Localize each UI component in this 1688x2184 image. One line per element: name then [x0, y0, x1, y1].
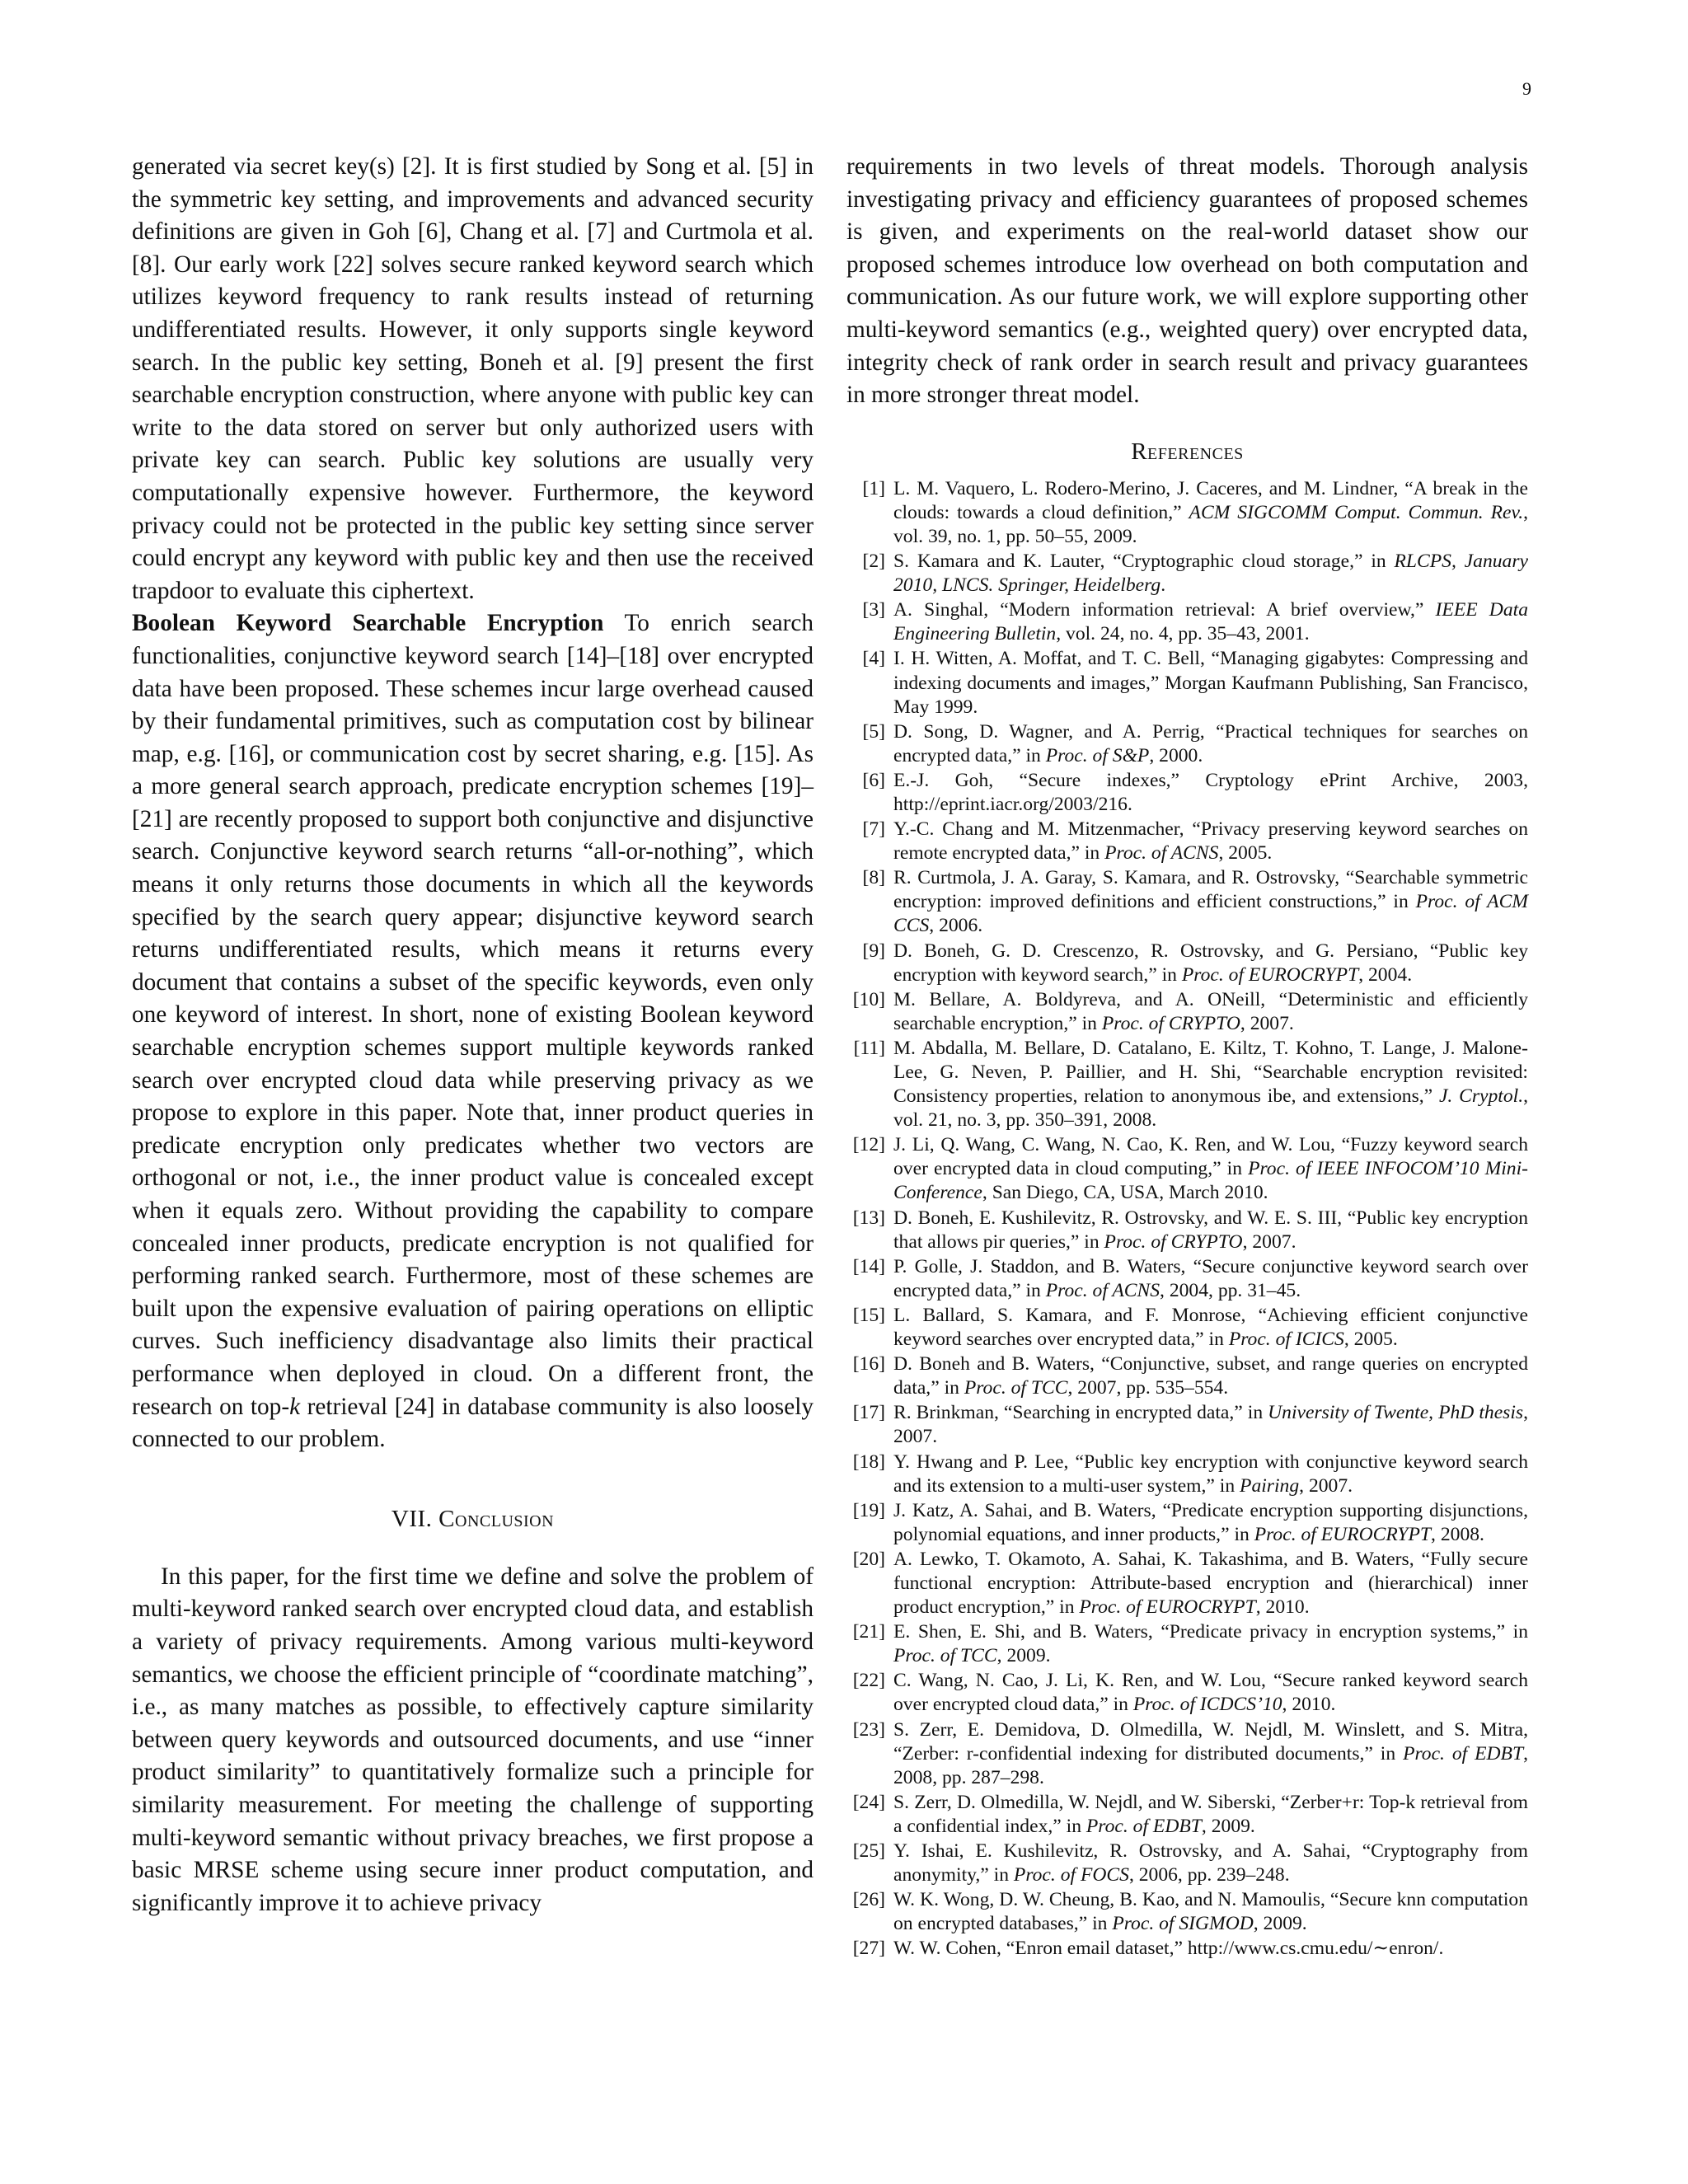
reference-text: [893, 720, 1528, 768]
reference-segment: , vol. 21, no. 3, pp. 350–391, 2008.: [893, 1085, 1529, 1132]
reference-item: [846, 720, 1528, 768]
reference-number: [22]: [852, 1670, 885, 1692]
reference-number: [25]: [852, 1840, 885, 1862]
reference-segment: E. Shen, E. Shi, and B. Waters, “Predicate privacy in encryption systems,” in: [893, 1621, 1528, 1643]
reference-venue: Proc. of ICDCS’10: [1132, 1694, 1282, 1716]
reference-venue: Proc. of EUROCRYPT: [1254, 1523, 1432, 1545]
reference-segment: R. Brinkman, “Searching in encrypted data,” in: [893, 1402, 1268, 1424]
reference-number: [21]: [852, 1621, 885, 1643]
reference-segment: A. Lewko, T. Okamoto, A. Sahai, K. Takashima, and B. Waters, “Fully secure functional encryption: Attribute-based encryption and (hierarchical) inner product encryption,” in: [893, 1548, 1528, 1619]
reference-segment: , 2005.: [1343, 1329, 1398, 1351]
reference-number: [4]: [862, 648, 885, 670]
reference-text: [893, 1451, 1528, 1498]
reference-item: [846, 1888, 1528, 1936]
reference-segment: , 2009.: [1253, 1913, 1307, 1935]
reference-venue: Proc. of IEEE INFOCOM’10 Mini-Conference: [893, 1158, 1528, 1204]
reference-segment: .: [1160, 574, 1166, 597]
reference-venue: Proc. of ICICS: [1228, 1329, 1344, 1351]
reference-item: [846, 550, 1528, 598]
reference-item: [846, 1037, 1528, 1132]
reference-text: [893, 818, 1528, 865]
reference-text: [893, 866, 1528, 938]
reference-segment: R. Curtmola, J. A. Garay, S. Kamara, and R. Ostrovsky, “Searchable symmetric encryption: improved definitions and efficient constructions,” in: [893, 867, 1528, 913]
reference-number: [17]: [852, 1402, 885, 1424]
reference-number: [13]: [852, 1207, 885, 1229]
reference-item: [846, 1499, 1528, 1547]
reference-segment: , 2004, pp. 31–45.: [1160, 1279, 1301, 1301]
reference-number: [5]: [862, 720, 885, 743]
reference-segment: S. Zerr, E. Demidova, D. Olmedilla, W. Nejdl, M. Winslett, and S. Mitra, “Zerber: r-confidential indexing for distributed documents,” in: [893, 1718, 1528, 1765]
section-title: Conclusion: [438, 1505, 555, 1532]
reference-segment: J. Katz, A. Sahai, and B. Waters, “Predicate encryption supporting disjunctions, polynomial equations, and inner products,” in: [893, 1499, 1528, 1545]
reference-text: [893, 477, 1528, 549]
reference-text: [893, 1207, 1528, 1254]
reference-text: [893, 1401, 1528, 1449]
reference-item: [846, 1255, 1528, 1303]
reference-text: [893, 940, 1528, 987]
reference-item: [846, 477, 1528, 549]
reference-venue: University of Twente, PhD thesis: [1268, 1402, 1524, 1424]
reference-venue: IEEE Data Engineering Bulletin: [893, 599, 1528, 645]
reference-venue: Proc. of EUROCRYPT: [1079, 1596, 1256, 1619]
reference-segment: , 2010.: [1255, 1596, 1310, 1619]
reference-segment: E.-J. Goh, “Secure indexes,” Cryptology ePrint Archive, 2003, http://eprint.iacr.org/2003/216.: [893, 769, 1528, 815]
reference-item: [846, 866, 1528, 938]
reference-segment: , 2005.: [1218, 842, 1273, 865]
left-column: [132, 151, 814, 1919]
reference-number: [10]: [852, 988, 885, 1010]
reference-text: [893, 769, 1528, 817]
reference-venue: Proc. of FOCS: [1013, 1864, 1129, 1886]
reference-text: [893, 550, 1528, 598]
reference-text: [893, 1548, 1528, 1619]
reference-item: [846, 1620, 1528, 1668]
reference-segment: , 2007.: [1242, 1230, 1296, 1253]
reference-text: [893, 1840, 1528, 1887]
reference-text: [893, 598, 1528, 646]
reference-segment: , 2008.: [1431, 1523, 1484, 1545]
reference-segment: W. K. Wong, D. W. Cheung, B. Kao, and N. Mamoulis, “Secure knn computation on encrypted databases,” in: [893, 1889, 1528, 1935]
reference-venue: ACM SIGCOMM Comput. Commun. Rev.: [1189, 501, 1524, 523]
reference-number: [16]: [852, 1353, 885, 1376]
reference-venue: Proc. of EUROCRYPT: [1181, 963, 1359, 986]
reference-venue: Proc. of EDBT: [1085, 1815, 1202, 1837]
reference-number: [15]: [852, 1304, 885, 1326]
reference-text: [893, 647, 1528, 719]
reference-list: [846, 477, 1528, 1961]
reference-text: [893, 1255, 1528, 1303]
reference-number: [18]: [852, 1451, 885, 1473]
references-heading: References: [1131, 438, 1244, 465]
reference-number: [6]: [862, 769, 885, 791]
reference-text: [893, 1888, 1528, 1936]
reference-text: [893, 988, 1528, 1036]
reference-segment: , vol. 24, no. 4, pp. 35–43, 2001.: [1056, 623, 1310, 645]
reference-number: [11]: [853, 1037, 885, 1059]
reference-segment: L. M. Vaquero, L. Rodero-Merino, J. Caceres, and M. Lindner, “A break in the clouds: towards a cloud definition,”: [893, 477, 1528, 523]
reference-venue: Proc. of ACM CCS: [893, 891, 1528, 937]
reference-text: [893, 1718, 1528, 1790]
reference-segment: , 2007.: [893, 1402, 1528, 1448]
reference-segment: W. W. Cohen, “Enron email dataset,” http://www.cs.cmu.edu/∼enron/.: [893, 1938, 1444, 1960]
related-work-paragraph: generated via secret key(s) [2]. It is first studied by Song et al. [5] in the symmetric key setting, and improvements and advanced security definitions are given in Goh [6], Chang et al. [7] and Curtmola et al. [8]. Our early work [22] solves secure ranked keyword search which utilizes keyword frequency to rank results instead of returning undifferentiated results. However, it only supports single keyword search. In the public key setting, Boneh et al. [9] present the first searchable encryption construction, where anyone with public key can write to the data stored on server but only authorized users with private key can search. Public key solutions are usually very computationally expensive however. Furthermore, the keyword privacy could not be protected in the public key setting since server could encrypt any keyword with public key and then use the received trapdoor to evaluate this ciphertext.: [132, 153, 814, 604]
reference-text: [893, 1352, 1528, 1400]
reference-text: [893, 1791, 1528, 1839]
reference-number: [23]: [852, 1718, 885, 1741]
reference-item: [846, 1451, 1528, 1498]
reference-number: [27]: [852, 1938, 885, 1960]
reference-item: [846, 940, 1528, 987]
reference-segment: , 2008, pp. 287–298.: [893, 1742, 1528, 1788]
reference-number: [24]: [852, 1791, 885, 1813]
reference-segment: , 2007.: [1240, 1012, 1294, 1034]
reference-number: [14]: [852, 1255, 885, 1277]
reference-segment: C. Wang, N. Cao, J. Li, K. Ren, and W. Lou, “Secure ranked keyword search over encrypted cloud data,” in: [893, 1670, 1528, 1716]
reference-text: [893, 1620, 1528, 1668]
reference-number: [7]: [862, 818, 885, 841]
reference-segment: D. Song, D. Wagner, and A. Perrig, “Practical techniques for searches on encrypted data,” in: [893, 720, 1528, 766]
reference-segment: , 2007.: [1299, 1474, 1353, 1497]
reference-segment: L. Ballard, S. Kamara, and F. Monrose, “Achieving efficient conjunctive keyword searches over encrypted data,” in: [893, 1304, 1528, 1351]
reference-segment: S. Zerr, D. Olmedilla, W. Nejdl, and W. Siberski, “Zerber+r: Top-k retrieval from a confidential index,” in: [893, 1791, 1528, 1837]
paragraph-title: Boolean Keyword Searchable Encryption: [132, 610, 604, 637]
reference-venue: Proc. of EDBT: [1403, 1742, 1524, 1765]
reference-segment: P. Golle, J. Staddon, and B. Waters, “Secure conjunctive keyword search over encrypted data,” in: [893, 1255, 1528, 1301]
reference-item: [846, 1352, 1528, 1400]
reference-text: [893, 1499, 1528, 1547]
reference-segment: D. Boneh, G. D. Crescenzo, R. Ostrovsky, and G. Persiano, “Public key encryption with keyword search,” in: [893, 940, 1528, 986]
reference-segment: , 2006, pp. 239–248.: [1128, 1864, 1290, 1886]
reference-segment: I. H. Witten, A. Moffat, and T. C. Bell, “Managing gigabytes: Compressing and indexing documents and images,” Morgan Kaufmann Publishing, San Francisco, May 1999.: [893, 648, 1528, 718]
reference-item: [846, 1937, 1528, 1961]
reference-item: [846, 1669, 1528, 1717]
reference-segment: Y.-C. Chang and M. Mitzenmacher, “Privacy preserving keyword searches on remote encrypted data,” in: [893, 818, 1528, 865]
reference-item: [846, 1548, 1528, 1619]
reference-venue: J. Cryptol.: [1438, 1085, 1524, 1108]
reference-segment: D. Boneh and B. Waters, “Conjunctive, subset, and range queries on encrypted data,” in: [893, 1353, 1528, 1399]
reference-segment: D. Boneh, E. Kushilevitz, R. Ostrovsky, and W. E. S. III, “Public key encryption that allows pir queries,” in: [893, 1207, 1528, 1253]
reference-venue: Proc. of S&P: [1045, 744, 1150, 766]
reference-item: [846, 988, 1528, 1036]
reference-item: [846, 1133, 1528, 1205]
reference-segment: , San Diego, CA, USA, March 2010.: [982, 1182, 1268, 1204]
reference-number: [8]: [862, 867, 885, 889]
reference-segment: Y. Ishai, E. Kushilevitz, R. Ostrovsky, and A. Sahai, “Cryptography from anonymity,” in: [893, 1840, 1528, 1886]
conclusion-continued: requirements in two levels of threat models. Thorough analysis investigating privacy and efficiency guarantees of proposed schemes is given, and experiments on the real-world dataset show our proposed schemes introduce low overhead on both computation and communication. As our future work, we will explore supporting other multi-keyword semantics (e.g., weighted query) over encrypted data, integrity check of rank order in search result and privacy guarantees in more stronger threat model.: [846, 153, 1528, 409]
reference-number: [26]: [852, 1889, 885, 1911]
reference-number: [12]: [852, 1134, 885, 1156]
reference-item: [846, 818, 1528, 865]
reference-venue: Proc. of SIGMOD: [1112, 1913, 1254, 1935]
reference-text: [893, 1304, 1528, 1352]
reference-segment: , 2009.: [996, 1645, 1051, 1667]
reference-segment: J. Li, Q. Wang, C. Wang, N. Cao, K. Ren, and W. Lou, “Fuzzy keyword search over encrypted data in cloud computing,” in: [893, 1134, 1528, 1180]
reference-number: [1]: [862, 477, 885, 499]
reference-number: [2]: [862, 551, 885, 573]
reference-item: [846, 647, 1528, 719]
reference-venue: Proc. of TCC: [964, 1377, 1068, 1399]
reference-segment: , 2000.: [1149, 744, 1203, 766]
reference-venue: Proc. of CRYPTO: [1101, 1012, 1240, 1034]
reference-text: [893, 1669, 1528, 1717]
reference-number: [9]: [862, 940, 885, 962]
reference-segment: , 2007, pp. 535–554.: [1067, 1377, 1229, 1399]
paragraph-body: To enrich search functionalities, conjunctive keyword search [14]–[18] over encrypted data have been proposed. These schemes incur large overhead caused by their fundamental primitives, such as computation cost by bilinear map, e.g. [16], or communication cost by secret sharing, e.g. [15]. As a more general search approach, predicate encryption schemes [19]–[21] are recently proposed to support both conjunctive and disjunctive search. Conjunctive keyword search returns “all-or-nothing”, which means it only returns those documents in which all the keywords specified by the search query appear; disjunctive keyword search returns undifferentiated results, which means it returns every document that contains a subset of the specific keywords, even only one keyword of interest. In short, none of existing Boolean keyword searchable encryption schemes support multiple keywords ranked search over encrypted cloud data while preserving privacy as we propose to explore in this paper. Note that, inner product queries in predicate encryption only predicates whether two vectors are orthogonal or not, i.e., the inner product value is concealed except when it equals zero. Without providing the capability to compare concealed inner products, predicate encryption is not qualified for performing ranked search. Furthermore, most of these schemes are built upon the expensive evaluation of pairing operations on elliptic curves. Such inefficiency disadvantage also limits their practical performance when deployed in cloud. On a different front, the research on top-: [132, 610, 814, 1420]
reference-venue: Proc. of ACNS: [1045, 1279, 1160, 1301]
reference-segment: , vol. 39, no. 1, pp. 50–55, 2009.: [893, 501, 1529, 547]
boolean-search-paragraph: [132, 607, 814, 1455]
reference-segment: , 2006.: [929, 915, 983, 937]
paragraph-tail: retrieval [24] in database community is also loosely connected to our problem.: [132, 1393, 814, 1453]
reference-number: [3]: [862, 599, 885, 621]
reference-text: [893, 1037, 1528, 1132]
reference-segment: M. Abdalla, M. Bellare, D. Catalano, E. Kiltz, T. Kohno, T. Lange, J. Malone-Lee, G. Neven, P. Paillier, and H. Shi, “Searchable encryption revisited: Consistency properties, relation to anonymous ibe, and extensions,”: [893, 1037, 1528, 1108]
reference-item: [846, 598, 1528, 646]
reference-item: [846, 1304, 1528, 1352]
conclusion-paragraph: In this paper, for the first time we define and solve the problem of multi-keyword ranked search over encrypted cloud data, and establish a variety of privacy requirements. Among various multi-keyword semantics, we choose the efficient principle of “coordinate matching”, i.e., as many matches as possible, to effectively capture similarity between query keywords and outsourced documents, and use “inner product similarity” to quantitatively formalize such a principle for similarity measurement. For meeting the challenge of supporting multi-keyword semantic without privacy breaches, we first propose a basic MRSE scheme using secure inner product computation, and significantly improve it to achieve privacy: [132, 1563, 814, 1916]
section-heading: [132, 1506, 814, 1533]
reference-item: [846, 1840, 1528, 1887]
page-number: 9: [1522, 78, 1531, 99]
reference-segment: S. Kamara and K. Lauter, “Cryptographic cloud storage,” in: [893, 551, 1395, 573]
reference-segment: , 2004.: [1358, 963, 1413, 986]
reference-number: [20]: [852, 1548, 885, 1570]
math-k: k: [289, 1393, 301, 1420]
reference-item: [846, 1791, 1528, 1839]
reference-item: [846, 769, 1528, 817]
reference-item: [846, 1207, 1528, 1254]
reference-number: [19]: [852, 1499, 885, 1521]
reference-segment: A. Singhal, “Modern information retrieval: A brief overview,”: [893, 599, 1436, 621]
reference-segment: Y. Hwang and P. Lee, “Public key encryption with conjunctive keyword search and its extension to a multi-user system,” in: [893, 1451, 1528, 1497]
reference-item: [846, 1718, 1528, 1790]
reference-text: [893, 1937, 1528, 1961]
reference-text: [893, 1133, 1528, 1205]
reference-segment: M. Bellare, A. Boldyreva, and A. ONeill, “Deterministic and efficiently searchable encryption,” in: [893, 988, 1528, 1034]
right-column: [846, 151, 1528, 1961]
reference-segment: , 2009.: [1201, 1815, 1255, 1837]
reference-venue: Proc. of CRYPTO: [1104, 1230, 1243, 1253]
reference-segment: , 2010.: [1282, 1694, 1336, 1716]
reference-item: [846, 1401, 1528, 1449]
reference-venue: Pairing: [1240, 1474, 1300, 1497]
reference-venue: Proc. of TCC: [893, 1645, 997, 1667]
reference-venue: Proc. of ACNS: [1104, 842, 1219, 865]
reference-venue: RLCPS, January 2010, LNCS. Springer, Heidelberg: [893, 551, 1528, 597]
section-number: VII.: [391, 1505, 433, 1532]
